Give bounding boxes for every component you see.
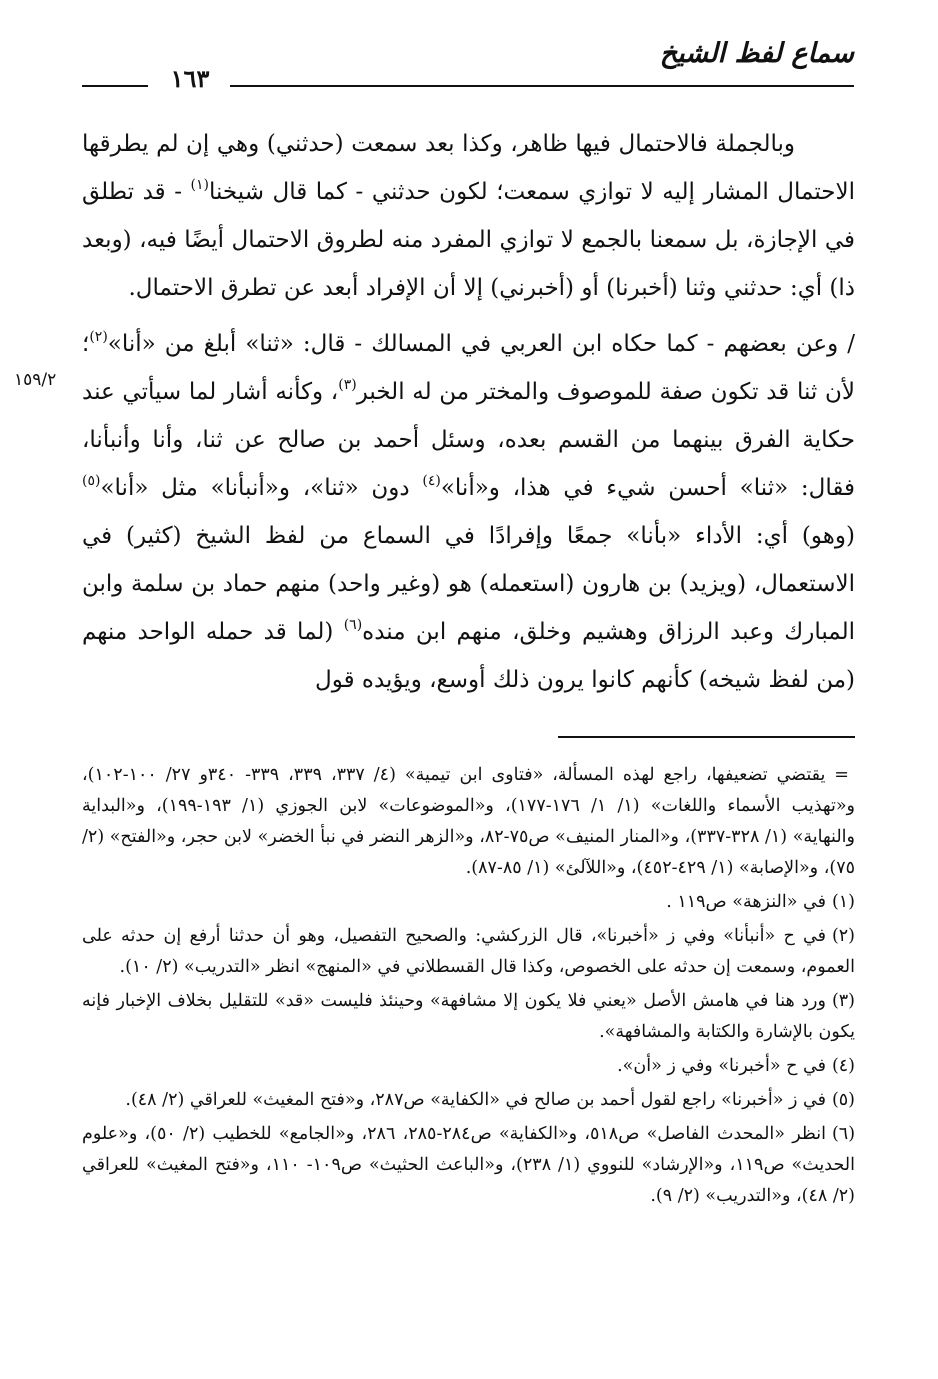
paragraph-text: (وهو) أي: الأداء «بأنا» جمعًا وإفرادًا في السماع من لفظ الشيخ (كثير) في الاستعمال، (ويزيد) بن هارون (استعمله) هو (وغير واحد) منهم حماد بن سلمة وابن المبارك وعبد الرزاق وهشيم وخلق، منهم ابن منده bbox=[82, 523, 856, 645]
footnote-number: (٤) bbox=[831, 1056, 855, 1076]
footnote-ref: (٣) bbox=[338, 377, 357, 393]
footnote-ref: (٤) bbox=[422, 473, 441, 489]
footnote-text: في «النزهة» ص١١٩ . bbox=[666, 892, 826, 912]
footnote-text: انظر «المحدث الفاصل» ص٥١٨، و«الكفاية» ص٢٨٤-٢٨٥، ٢٨٦، و«الجامع» للخطيب (٢/ ٥٠)، و«علوم الحديث» ص١١٩، و«الإرشاد» للنووي (١/ ٢٣٨)، و«الباعث الحثيث» ص١٠٩- ١١٠، و«فتح المغيث» للعراقي (٢/ ٤٨)، و«التدريب» (٢/ ٩). bbox=[82, 1124, 855, 1206]
footnote-separator bbox=[558, 736, 855, 738]
footnote-number: (٢) bbox=[831, 926, 855, 946]
paragraph-text: ؛ لأن ثنا قد تكون صفة للموصوف والمختر من له الخبر bbox=[82, 331, 855, 405]
footnote-text: في ح «أنبأنا» وفي ز «أخبرنا»، قال الزركشي: والصحيح التفصيل، وهو أن حدثنا أرفع إن حدثه على العموم، وسمعت إن حدثه على الخصوص، وكذا قال القسطلاني في «المنهج» انظر «التدريب» (٢/ ١٠). bbox=[82, 926, 855, 977]
paragraph-text: - قد تطلق في الإجازة، بل سمعنا بالجمع لا توازي المفرد منه لطروق الاحتمال أيضًا فيه، (وبعد ذا) أي: حدثني وثنا (أخبرنا) أو (أخبرني) إلا أن الإفراد أبعد عن تطرق الاحتمال. bbox=[82, 179, 855, 301]
paragraph-text: / وعن بعضهم - كما حكاه ابن العربي في المسالك - قال: «ثنا» أبلغ من «أنا» bbox=[107, 331, 855, 357]
footnote-number: (١) bbox=[831, 892, 855, 912]
paragraph-text: دون «ثنا»، و«أنبأنا» مثل «أنا» bbox=[100, 475, 423, 501]
footnote bbox=[82, 986, 855, 1048]
page-number: ١٦٣ bbox=[170, 64, 210, 93]
footnote-ref: (٦) bbox=[343, 617, 363, 633]
footnote bbox=[82, 760, 855, 884]
footnote-text: في ز «أخبرنا» راجع لقول أحمد بن صالح في «الكفاية» ص٢٨٧، و«فتح المغيث» للعراقي (٢/ ٤٨). bbox=[125, 1090, 826, 1110]
footnote bbox=[82, 921, 855, 983]
footnote-ref: (٢) bbox=[89, 329, 108, 345]
header-rule bbox=[230, 85, 854, 87]
running-title: سماع لفظ الشيخ bbox=[659, 38, 854, 69]
footnote-ref: (١) bbox=[190, 177, 209, 193]
paragraph-text: ، وكأنه أشار لما سيأتي عند حكاية الفرق بينهما من القسم بعده، وسئل أحمد بن صالح عن ثنا، وأنا وأنبأنا، فقال: «ثنا» أحسن شيء في هذا، و«أنا» bbox=[82, 379, 856, 501]
footnote-number: (٦) bbox=[831, 1124, 856, 1144]
footnote-number: (٣) bbox=[831, 991, 855, 1011]
footnote bbox=[82, 1051, 855, 1082]
footnote bbox=[82, 887, 855, 918]
footnote-number: (٥) bbox=[831, 1090, 855, 1110]
footnote bbox=[82, 1085, 855, 1116]
footnotes bbox=[82, 760, 855, 1215]
paragraph bbox=[82, 120, 855, 312]
footnote-ref: (٥) bbox=[82, 473, 101, 489]
margin-folio-note: ١٥٩/٢ bbox=[14, 370, 57, 390]
footnote bbox=[82, 1119, 855, 1212]
footnote-text: ورد هنا في هامش الأصل «يعني فلا يكون إلا مشافهة» وحينئذ فليست «قد» للتقليل بخلاف الإخبار فإنه يكون بالإشارة والكتابة والمشافهة». bbox=[82, 991, 855, 1042]
paragraph-text: (لما قد حمله الواحد منهم (من لفظ شيخه) كأنهم كانوا يرون ذلك أوسع، ويؤيده قول bbox=[82, 619, 855, 693]
paragraph-text: وبالجملة فالاحتمال فيها ظاهر، وكذا بعد سمعت (حدثني) وهي إن لم يطرقها الاحتمال المشار إليه لا توازي سمعت؛ لكون حدثني - كما قال شيخنا bbox=[82, 131, 855, 205]
paragraph bbox=[82, 320, 855, 704]
header-rule bbox=[82, 85, 148, 87]
footnote-text: = يقتضي تضعيفها، راجع لهذه المسألة، «فتاوى ابن تيمية» (٤/ ٣٣٧، ٣٣٩، ٣٣٩- ٣٤٠و ٢٧/ ١٠٠-١٠٢)، و«تهذيب الأسماء واللغات» (١/ ١/ ١٧٦-١٧٧)، و«الموضوعات» لابن الجوزي (١/ ١٩٣-١٩٩)، و«البداية والنهاية» (١/ ٣٢٨-٣٣٧)، و«المنار المنيف» ص٧٥-٨٢، و«الزهر النضر في نبأ الخضر» لابن حجر، و«الفتح» (٢/ ٧٥)، و«الإصابة» (١/ ٤٢٩-٤٥٢)، و«اللآلئ» (١/ ٨٥-٨٧). bbox=[82, 765, 855, 878]
footnote-text: في ح «أخبرنا» وفي ز «أن». bbox=[617, 1056, 826, 1076]
main-text bbox=[82, 120, 855, 704]
